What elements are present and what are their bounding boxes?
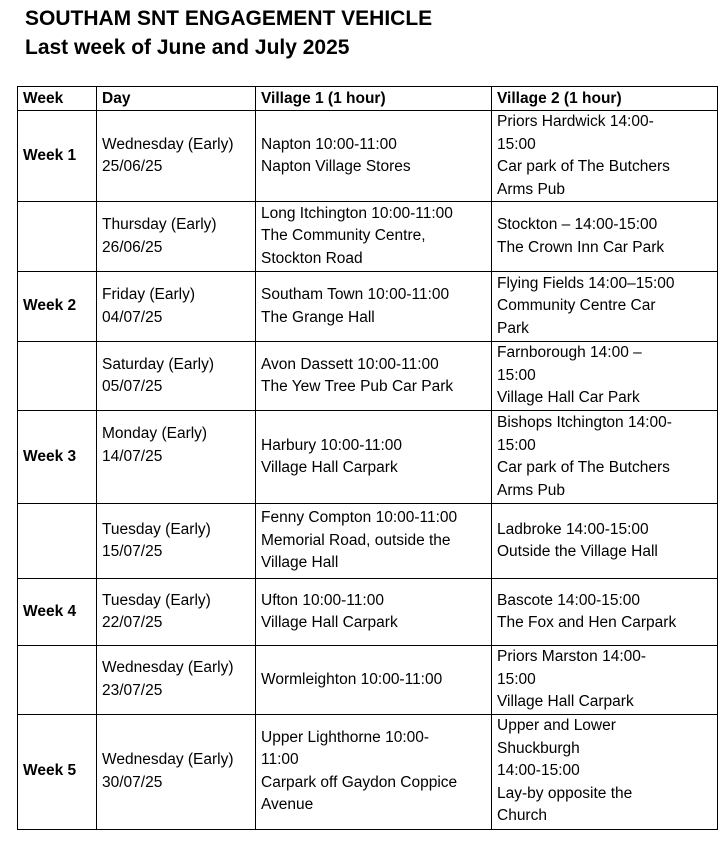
village-2-cell-line: Car park of The Butchers — [497, 158, 670, 175]
table-row — [18, 579, 718, 646]
header-village-2: Village 2 (1 hour) — [492, 87, 718, 111]
village-1-cell — [256, 504, 492, 579]
village-2-cell-line: Stockton – 14:00-15:00 — [497, 216, 658, 233]
day-cell-line: 04/07/25 — [102, 308, 163, 326]
village-2-cell-line: Community Centre Car — [497, 297, 656, 315]
week-cell — [18, 342, 97, 411]
village-1-cell — [256, 411, 492, 504]
day-cell-line: 14/07/25 — [102, 447, 163, 465]
schedule-table — [17, 86, 718, 830]
village-1-cell-line: Fenny Compton 10:00-11:00 — [261, 509, 458, 527]
village-2-cell-line: Priors Hardwick 14:00- — [497, 113, 654, 130]
day-cell-line: 22/07/25 — [102, 614, 163, 631]
day-cell-line: 23/07/25 — [102, 681, 163, 699]
village-2-cell-line: Farnborough 14:00 – — [497, 344, 642, 362]
village-1-cell-line: Village Hall Carpark — [261, 614, 398, 631]
village-1-cell — [256, 714, 492, 829]
document-title — [25, 4, 432, 62]
village-2-cell — [492, 411, 718, 504]
week-cell: Week 3 — [18, 411, 97, 504]
day-cell — [97, 342, 256, 411]
day-cell-line — [102, 468, 250, 491]
village-1-cell-line: Stockton Road — [261, 249, 363, 267]
week-cell: Week 5 — [18, 714, 97, 829]
village-2-cell-line: Outside the Village Hall — [497, 543, 658, 560]
day-cell-line: 05/07/25 — [102, 378, 163, 395]
village-2-cell — [492, 272, 718, 342]
day-cell-line: Monday (Early) — [102, 425, 208, 443]
week-cell — [18, 202, 97, 272]
village-2-cell-line: Bascote 14:00-15:00 — [497, 591, 641, 609]
village-1-cell — [256, 579, 492, 646]
village-2-cell-line: Priors Marston 14:00- — [497, 648, 647, 665]
table-row — [18, 504, 718, 579]
title-line-1: SOUTHAM SNT ENGAGEMENT VEHICLE — [25, 7, 433, 30]
table-row — [18, 342, 718, 411]
village-2-cell-line: 15:00 — [497, 670, 536, 688]
week-cell: Week 1 — [18, 111, 97, 202]
village-1-cell-line: The Grange Hall — [261, 308, 375, 326]
village-2-cell — [492, 202, 718, 272]
village-1-cell-line: Village Hall — [261, 554, 339, 572]
week-cell: Week 2 — [18, 272, 97, 342]
village-1-cell — [256, 272, 492, 342]
village-2-cell — [492, 342, 718, 411]
table-row — [18, 714, 718, 829]
village-2-cell-line: Shuckburgh — [497, 739, 580, 757]
header-day: Day — [97, 87, 256, 111]
village-2-cell-line: Ladbroke 14:00-15:00 — [497, 520, 649, 538]
day-cell-line: Wednesday (Early) — [102, 751, 234, 768]
week-cell: Week 4 — [18, 579, 97, 646]
day-cell — [97, 504, 256, 579]
day-cell-line: 30/07/25 — [102, 773, 163, 791]
day-cell — [97, 646, 256, 715]
village-1-cell-line: The Yew Tree Pub Car Park — [261, 378, 454, 395]
schedule-body — [18, 111, 718, 830]
village-1-cell-line: Napton 10:00-11:00 — [261, 135, 397, 153]
day-cell — [97, 714, 256, 829]
village-2-cell — [492, 504, 718, 579]
day-cell-line: Wednesday (Early) — [102, 135, 234, 153]
village-2-cell-line: 15:00 — [497, 366, 536, 384]
table-row — [18, 111, 718, 202]
table-header-row — [18, 87, 718, 111]
village-2-cell-line: Upper and Lower — [497, 717, 616, 735]
day-cell-line: Tuesday (Early) — [102, 591, 211, 609]
village-1-cell — [256, 342, 492, 411]
village-2-cell — [492, 714, 718, 829]
day-cell-line: 26/06/25 — [102, 238, 163, 256]
day-cell-line: 25/06/25 — [102, 158, 163, 175]
week-cell — [18, 646, 97, 715]
village-1-cell-line: Avenue — [261, 796, 314, 813]
village-1-cell-line: 11:00 — [261, 751, 299, 768]
village-1-cell-line: Napton Village Stores — [261, 158, 411, 175]
header-village-1: Village 1 (1 hour) — [256, 87, 492, 111]
day-cell — [97, 411, 256, 504]
week-cell — [18, 504, 97, 579]
day-cell-line: Wednesday (Early) — [102, 659, 234, 677]
village-1-cell-line: Southam Town 10:00-11:00 — [261, 286, 450, 303]
village-1-cell-line: Ufton 10:00-11:00 — [261, 591, 384, 609]
village-1-cell — [256, 111, 492, 202]
village-2-cell-line: Arms Pub — [497, 481, 566, 499]
village-1-cell — [256, 202, 492, 272]
village-2-cell-line: Church — [497, 807, 547, 825]
header-week: Week — [18, 87, 97, 111]
village-1-cell-line: Carpark off Gaydon Coppice — [261, 773, 458, 791]
village-2-cell-line: 15:00 — [497, 436, 536, 454]
village-1-cell-line: Harbury 10:00-11:00 — [261, 436, 403, 454]
day-cell-line: Saturday (Early) — [102, 355, 214, 373]
day-cell — [97, 111, 256, 202]
village-1-cell — [256, 646, 492, 715]
village-1-cell-line: Village Hall Carpark — [261, 459, 398, 476]
table-row — [18, 202, 718, 272]
village-1-cell-line: Wormleighton 10:00-11:00 — [261, 670, 443, 688]
village-2-cell-line: 14:00-15:00 — [497, 762, 580, 780]
village-2-cell-line: Village Hall Carpark — [497, 693, 634, 710]
day-cell — [97, 202, 256, 272]
village-2-cell-line: Village Hall Car Park — [497, 389, 640, 407]
day-cell — [97, 579, 256, 646]
village-1-cell-line: Long Itchington 10:00-11:00 — [261, 204, 453, 222]
village-2-cell — [492, 646, 718, 715]
table-row — [18, 411, 718, 504]
village-2-cell-line: 15:00 — [497, 135, 536, 153]
table-row — [18, 272, 718, 342]
village-2-cell-line: Car park of The Butchers — [497, 459, 670, 476]
village-1-cell-line: Memorial Road, outside the — [261, 531, 451, 549]
day-cell — [97, 272, 256, 342]
village-2-cell-line: Flying Fields 14:00–15:00 — [497, 274, 675, 292]
village-2-cell-line: Arms Pub — [497, 180, 566, 198]
day-cell-line: Tuesday (Early) — [102, 520, 211, 538]
village-2-cell — [492, 111, 718, 202]
village-2-cell-line: The Fox and Hen Carpark — [497, 614, 677, 631]
village-1-cell-line: Upper Lighthorne 10:00- — [261, 728, 430, 746]
village-1-cell-line: The Community Centre, — [261, 227, 426, 245]
village-1-cell-line: Avon Dassett 10:00-11:00 — [261, 355, 439, 373]
village-2-cell-line: Lay-by opposite the — [497, 784, 633, 802]
title-line-2: Last week of June and July 2025 — [25, 36, 350, 59]
village-2-cell-line: Park — [497, 319, 529, 337]
village-2-cell-line: The Crown Inn Car Park — [497, 238, 665, 256]
day-cell-line: Thursday (Early) — [102, 216, 217, 233]
village-2-cell-line: Bishops Itchington 14:00- — [497, 414, 672, 431]
table-row — [18, 646, 718, 715]
village-2-cell — [492, 579, 718, 646]
day-cell-line: 15/07/25 — [102, 543, 163, 560]
day-cell-line: Friday (Early) — [102, 286, 196, 303]
